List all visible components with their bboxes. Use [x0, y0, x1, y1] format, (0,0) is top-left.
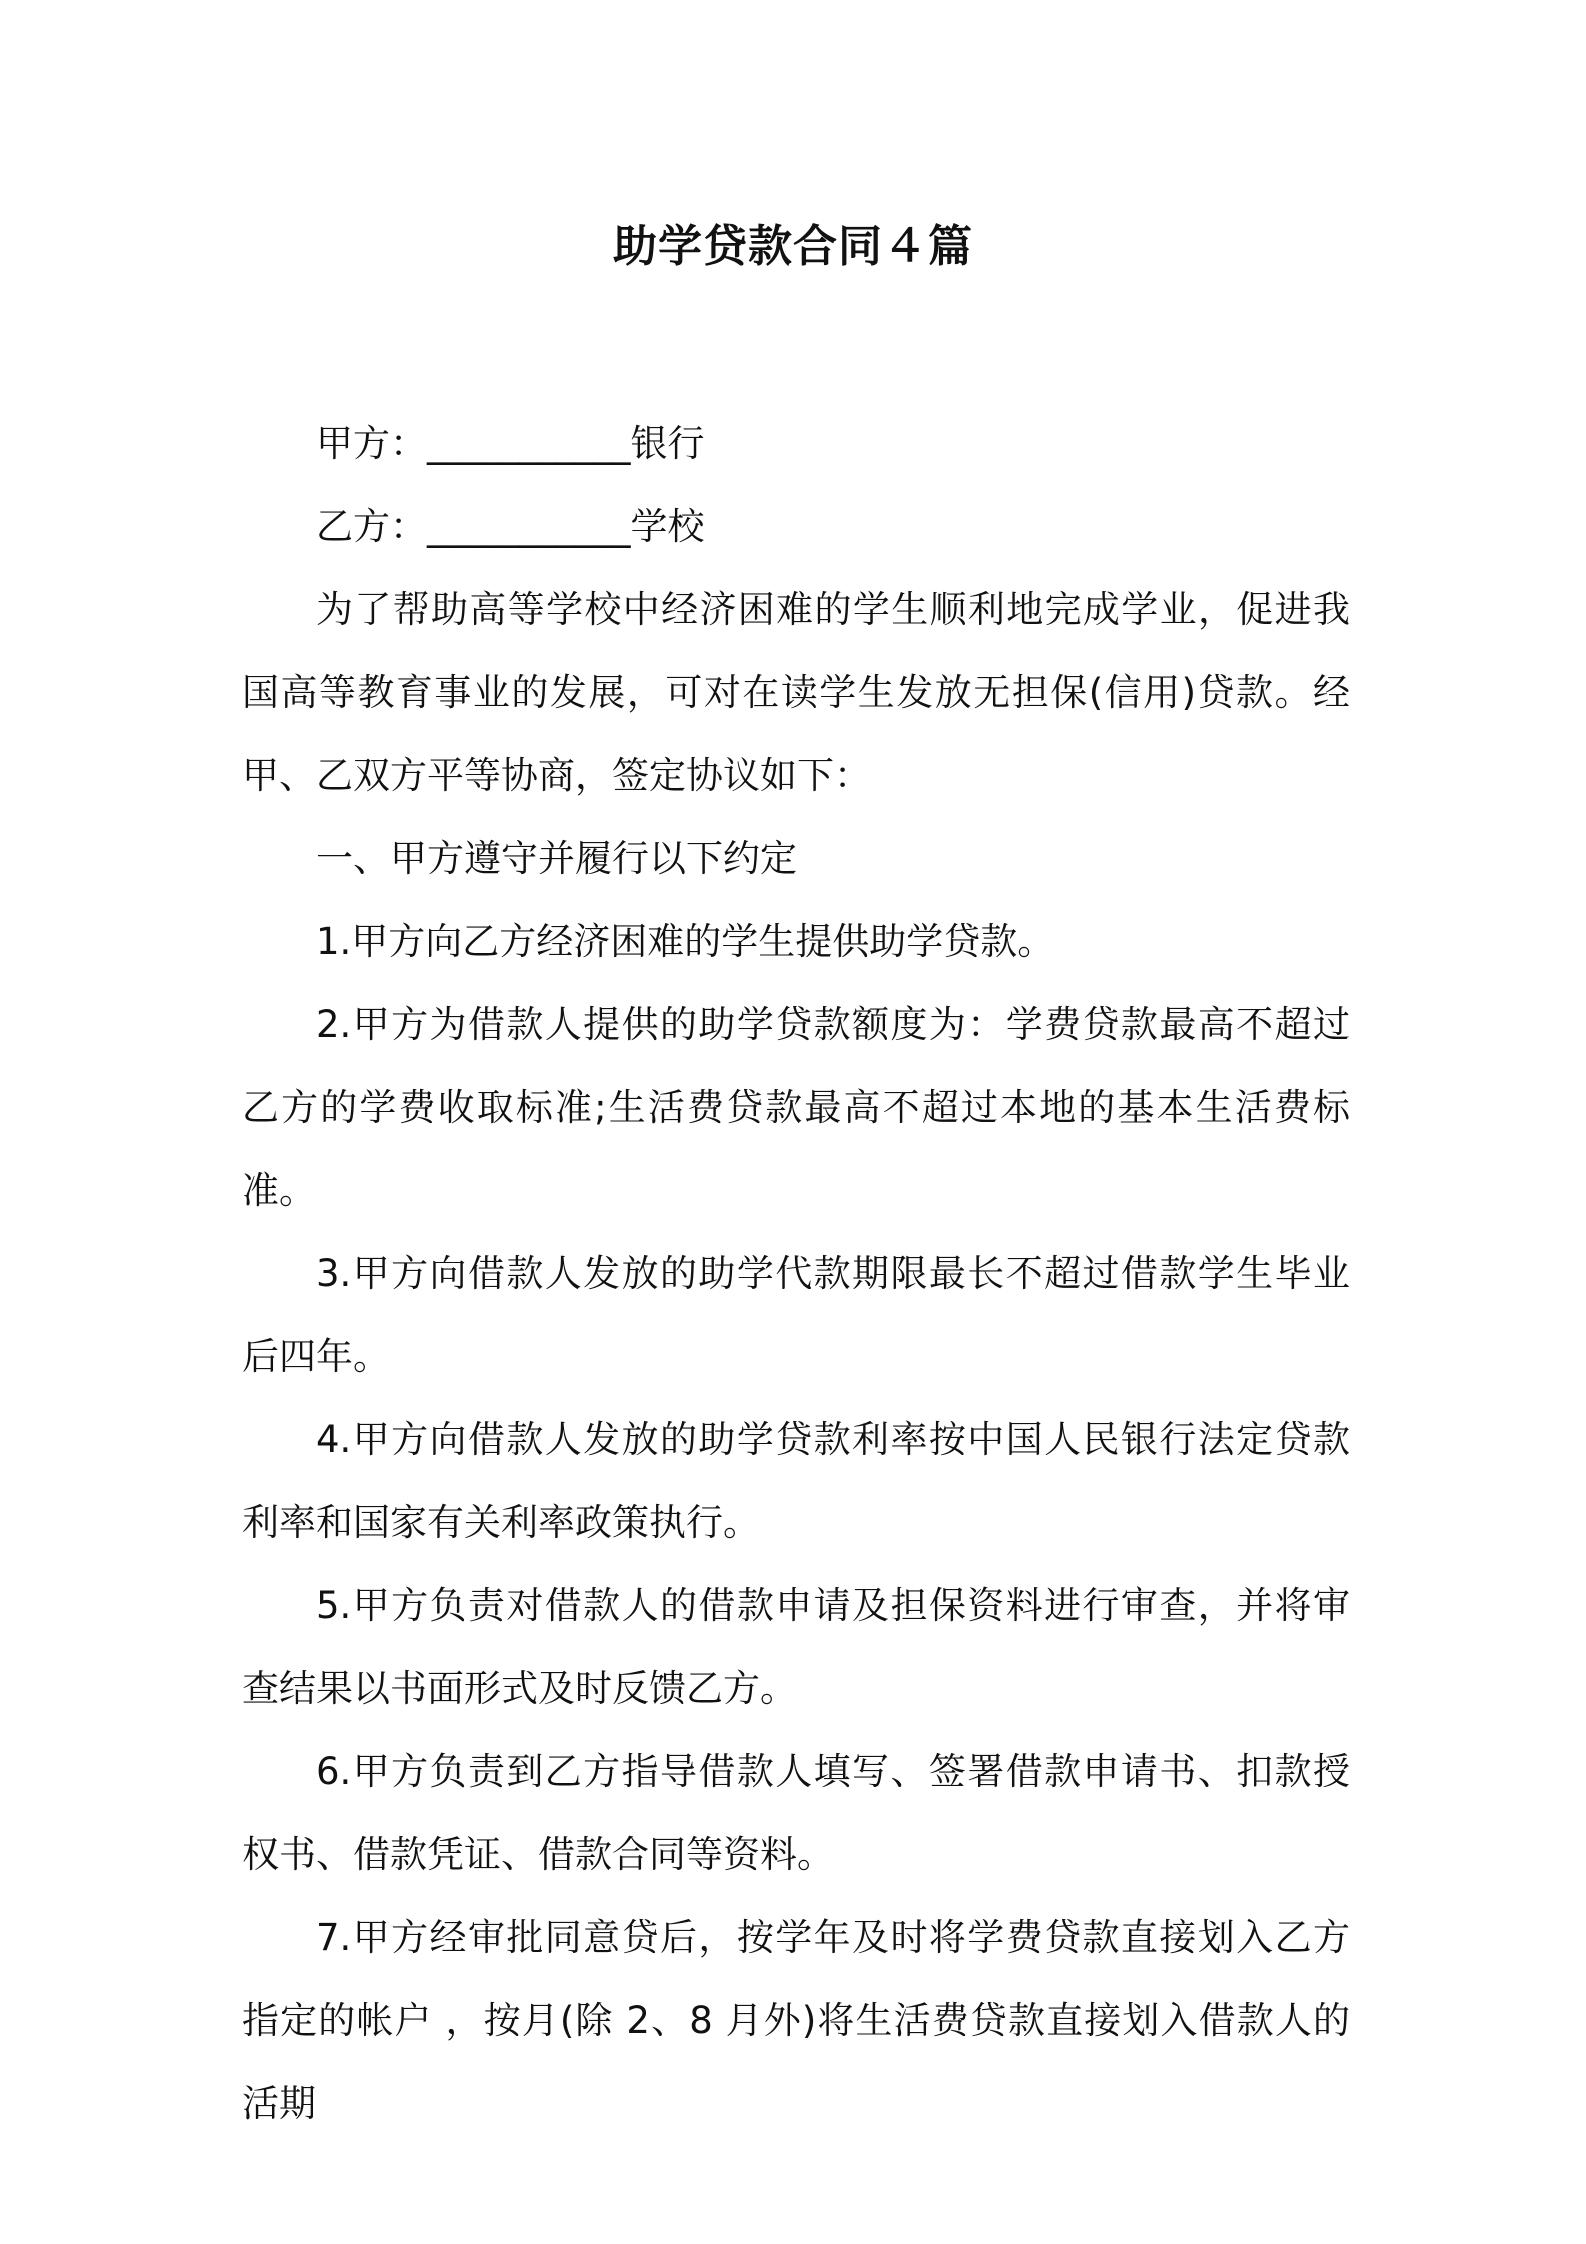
clause-4: 4.甲方向借款人发放的助学贷款利率按中国人民银行法定贷款利率和国家有关利率政策执行。 [242, 1418, 1350, 1544]
preamble-paragraph: 为了帮助高等学校中经济困难的学生顺利地完成学业，促进我国高等教育事业的发展，可对在读学生发放无担保(信用)贷款。经甲、乙双方平等协商，签定协议如下： [242, 588, 1350, 797]
section-heading: 一、甲方遵守并履行以下约定 [316, 837, 797, 880]
clause-2: 2.甲方为借款人提供的助学贷款额度为：学费贷款最高不超过乙方的学费收取标准;生活费贷款最高不超过本地的基本生活费标准。 [242, 1003, 1350, 1212]
document-title: 助学贷款合同４篇 [613, 221, 973, 272]
clause-3: 3.甲方向借款人发放的助学代款期限最长不超过借款学生毕业后四年。 [242, 1252, 1350, 1378]
clause-1: 1.甲方向乙方经济困难的学生提供助学贷款。 [316, 920, 1055, 963]
clause-6: 6.甲方负责到乙方指导借款人填写、签署借款申请书、扣款授权书、借款凭证、借款合同等资料。 [242, 1750, 1350, 1876]
document-body [242, 402, 1350, 2145]
clause-5: 5.甲方负责对借款人的借款申请及担保资料进行审查，并将审查结果以书面形式及时反馈乙方。 [242, 1584, 1350, 1710]
party-b-line: 乙方：___________学校 [316, 505, 705, 548]
party-a-line: 甲方：___________银行 [316, 422, 705, 465]
clause-7: 7.甲方经审批同意贷后，按学年及时将学费贷款直接划入乙方指定的帐户 ，按月(除 2、8 月外)将生活费贷款直接划入借款人的活期 [242, 1916, 1350, 2125]
